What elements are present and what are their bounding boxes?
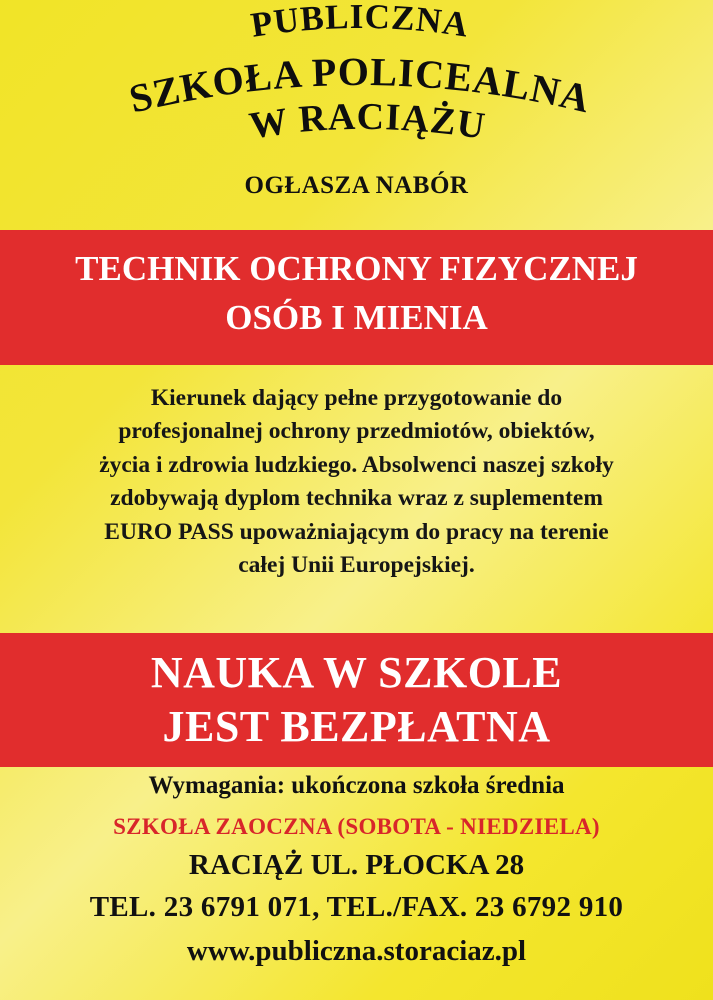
phone-numbers: TEL. 23 6791 071, TEL./FAX. 23 6792 910 — [89, 891, 624, 923]
description-line: zdobywają dyplom technika wraz z suplementem — [110, 485, 603, 512]
free-tuition-line1: NAUKA W SZKOLE — [150, 648, 563, 697]
school-name-line3: W RACIĄŻU — [246, 95, 489, 148]
school-name-arch — [0, 0, 713, 175]
free-tuition-line2: JEST BEZPŁATNA — [162, 702, 551, 751]
school-name-line2: SZKOŁA POLICEALNA — [124, 48, 595, 122]
program-title-line2: OSÓB I MIENIA — [225, 298, 488, 337]
program-title-line1: TECHNIK OCHRONY FIZYCZNEJ — [75, 249, 638, 288]
announcement: OGŁASZA NABÓR — [244, 172, 469, 199]
address-text: RACIĄŻ UL. PŁOCKA 28 — [188, 849, 525, 881]
description-line: życia i zdrowia ludzkiego. Absolwenci naszej szkoły — [99, 451, 614, 478]
school-name-line1: PUBLICZNA — [248, 0, 472, 45]
description-line: całej Unii Europejskiej. — [238, 552, 475, 579]
description-line: profesjonalnej ochrony przedmiotów, obiektów, — [118, 418, 595, 445]
description-line: Kierunek dający pełne przygotowanie do — [150, 385, 563, 411]
description-line: EURO PASS upoważniającym do pracy na terenie — [104, 518, 609, 545]
requirements-text: Wymagania: ukończona szkoła średnia — [148, 772, 565, 799]
program-band — [0, 230, 713, 365]
study-mode-text: SZKOŁA ZAOCZNA (SOBOTA - NIEDZIELA) — [113, 814, 600, 839]
free-tuition-band — [0, 633, 713, 767]
website-link[interactable]: www.publiczna.storaciaz.pl — [186, 935, 527, 967]
program-description — [20, 382, 693, 582]
